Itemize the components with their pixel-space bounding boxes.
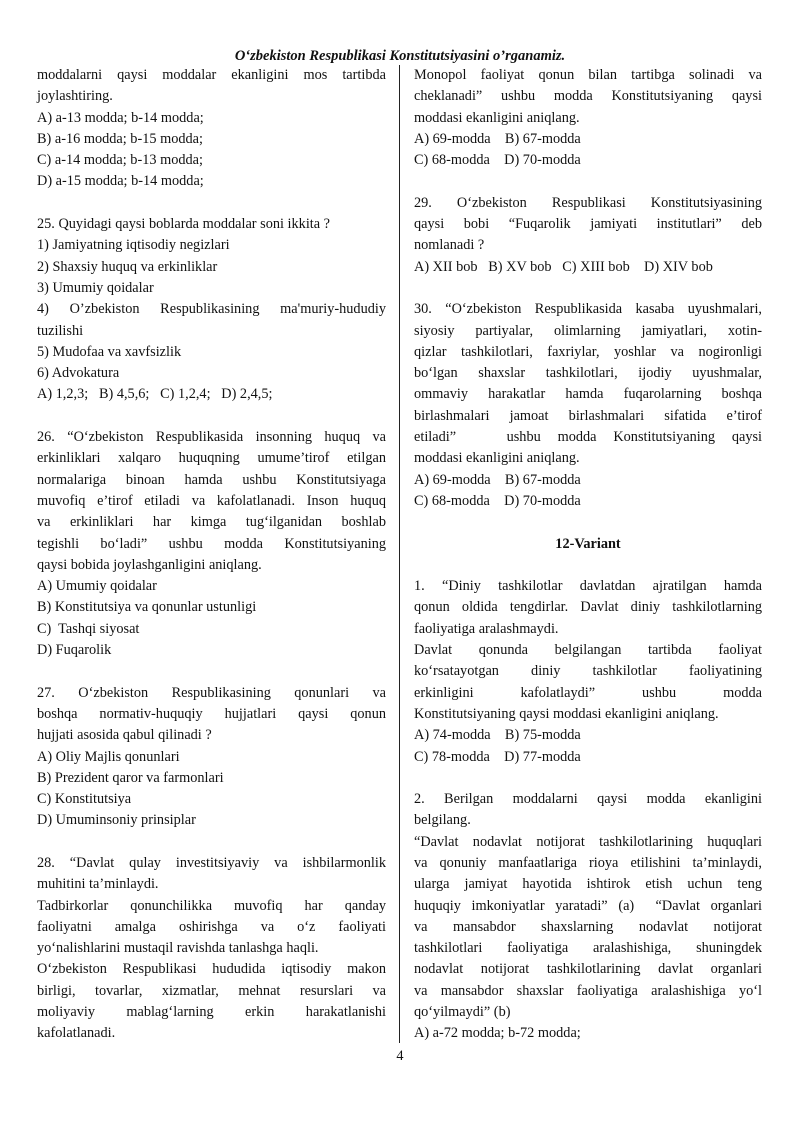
question-28 (37, 853, 386, 1045)
question-text-line: nomlanadi ? (414, 237, 485, 254)
question-text-line: faoliyatiga aralashmaydi. (414, 620, 559, 637)
question-text-line: va mansabdor shaxslarning nodavlat notijorat (414, 918, 762, 935)
question-text-line: yo‘nalishlarini mustaqil ravishda tanlashga haqli. (37, 940, 319, 957)
answer-options-row: A) 69-modda B) 67-modda (414, 471, 581, 488)
answer-options-row: C) 78-modda D) 77-modda (414, 748, 581, 765)
question-text-line: muvofiq e’tirof etiladi va kafolatlanadi. Inson huquq (37, 492, 386, 509)
question-text-line: qaysi bobi “Fuqarolik jamiyati institutlari” deb (414, 216, 762, 233)
question-26 (37, 427, 386, 661)
question-text-line: 28. “Davlat qulay investitsiyaviy va ishbilarmonlik (37, 854, 386, 871)
question-text-line: “Davlat nodavlat notijorat tashkilotlarining huquqlari (414, 833, 762, 850)
question-text-line: boshqa normativ-huquqiy hujjatlari qaysi qonun (37, 705, 386, 722)
answer-option: D) a-15 modda; b-14 modda; (37, 173, 204, 190)
question-text-line: Tadbirkorlar qonunchilikka muvofiq har qanday (37, 897, 386, 914)
answer-options: A) 1,2,3; B) 4,5,6; C) 1,2,4; D) 2,4,5; (37, 386, 273, 403)
question-text-line: va erkinliklari har kimga tug‘ilganidan boshlab (37, 514, 386, 531)
list-item: 3) Umumiy qoidalar (37, 279, 154, 296)
question-text-line: 2. Berilgan moddalarni qaysi modda ekanligini (414, 791, 762, 808)
answer-options: A) XII bob B) XV bob C) XIII bob D) XIV bob (414, 258, 713, 275)
answer-option: C) a-14 modda; b-13 modda; (37, 152, 203, 169)
left-column (37, 65, 386, 1045)
list-item: 5) Mudofaa va xavfsizlik (37, 343, 182, 360)
list-item: 1) Jamiyatning iqtisodiy negizlari (37, 237, 230, 254)
question-29 (414, 193, 762, 278)
page-number: 4 (396, 1048, 404, 1064)
question-text-line: normalariga binoan hamda ushbu Konstitutsiyaga (37, 471, 386, 488)
answer-option: D) Fuqarolik (37, 642, 112, 659)
question-text-line: va mansabdor shaxslar faoliyatiga aralashishiga yo‘l (414, 982, 762, 999)
question-text-line: qizlar tashkilotlari, faxriylar, yoshlar va nogironligi (414, 343, 762, 360)
answer-options-row: C) 68-modda D) 70-modda (414, 492, 581, 509)
answer-options-row: A) 74-modda B) 75-modda (414, 727, 581, 744)
question-27 (37, 683, 386, 832)
question-text-line: huquqiy imkoniyatlar yaratadi” (a) “Davlat organlari (414, 897, 762, 914)
question-text-line: bo‘lgan shaxslar tashkilotlari, ijodiy uyushmalar, (414, 365, 762, 382)
question-text-line: belgilang. (414, 812, 471, 829)
question-text-line: qonun oldida tengdirlar. Davlat diniy tashkilotlarning (414, 599, 762, 616)
page-header-title: O‘zbekiston Respublikasi Konstitutsiyasini o’rganamiz. (234, 48, 566, 64)
question-text-line: siyosiy partiyalar, olimlarning jamiyatlari, xotin- (414, 322, 762, 339)
question-text-line: nodavlat notijorat tashkilotlarining davlat organlari (414, 961, 762, 978)
question-24-tail (37, 65, 386, 193)
variant-heading: 12-Variant (555, 535, 621, 552)
question-text-line: etiladi” ushbu modda Konstitutsiyaning qaysi (414, 429, 762, 446)
answer-option: C) Tashqi siyosat (37, 620, 140, 637)
question-text-line: tashkilotlari faoliyatiga aralashishiga, shuningdek (414, 940, 762, 957)
question-text-line: 30. “O‘zbekiston Respublikasida kasaba uyushmalari, (414, 301, 762, 318)
question-text-line: O‘zbekiston Respublikasi hududida iqtisodiy makon (37, 961, 386, 978)
variant-question-2 (414, 789, 762, 1045)
answer-option: B) Prezident qaror va farmonlari (37, 769, 224, 786)
column-divider (399, 65, 400, 1043)
question-text-line: joylashtiring. (37, 88, 113, 105)
answer-option: C) Konstitutsiya (37, 791, 132, 808)
answer-option: A) a-13 modda; b-14 modda; (37, 109, 204, 126)
question-text-line: qo‘yilmaydi” (b) (414, 1004, 511, 1021)
answer-options-row: A) 69-modda B) 67-modda (414, 130, 581, 147)
question-text-line: faoliyatni amalga oshirishga va o‘z faoliyati (37, 918, 386, 935)
list-item: 2) Shaxsiy huquq va erkinliklar (37, 258, 218, 275)
question-text-line: hujjati asosida qabul qilinadi ? (37, 727, 212, 744)
answer-options-row: C) 68-modda D) 70-modda (414, 152, 581, 169)
answer-option: B) a-16 modda; b-15 modda; (37, 130, 203, 147)
list-item: 6) Advokatura (37, 365, 120, 382)
variant-question-1 (414, 576, 762, 768)
answer-option: A) Oliy Majlis qonunlari (37, 748, 180, 765)
list-item-continuation: tuzilishi (37, 322, 84, 339)
question-text-line: 26. “O‘zbekiston Respublikasida insonning huquq va (37, 429, 386, 446)
list-item: 4) O’zbekiston Respublikasining ma'muriy-hududiy (37, 301, 386, 318)
question-text: 25. Quyidagi qaysi boblarda moddalar soni ikkita ? (37, 216, 331, 233)
question-text-line: erkinligini kafolatlaydi” ushbu modda (414, 684, 762, 701)
question-text-line: Konstitutsiyaning qaysi moddasi ekanligini aniqlang. (414, 705, 719, 722)
question-text-line: moliyaviy mablag‘larning erkin harakatlanishi (37, 1004, 386, 1021)
question-text-line: cheklanadi” ushbu modda Konstitutsiyaning qaysi (414, 88, 762, 105)
question-text-line: moddasi ekanligini aniqlang. (414, 109, 580, 126)
question-text-line: birligi, tovarlar, xizmatlar, mehnat resurslari va (37, 982, 386, 999)
question-text-line: moddalarni qaysi moddalar ekanligini mos tartibda (37, 67, 386, 83)
question-text-line: Monopol faoliyat qonun bilan tartibga solinadi va (414, 67, 762, 83)
question-text-line: kafolatlanadi. (37, 1025, 116, 1042)
question-text-line: ommaviy harakatlar hamda fuqarolarning boshqa (414, 386, 762, 403)
question-text-line: 27. O‘zbekiston Respublikasining qonunlari va (37, 684, 386, 701)
question-text-line: erkinliklari xalqaro huquqning umume’tirof etilgan (37, 450, 386, 467)
question-text-line: qaysi bobida joylashganligini aniqlang. (37, 556, 262, 573)
question-text-line: 29. O‘zbekiston Respublikasi Konstitutsiyasining (414, 194, 762, 211)
answer-option: B) Konstitutsiya va qonunlar ustunligi (37, 599, 257, 616)
question-text-line: birlashmalari jamoat birlashmalari sifatida e’tirof (414, 407, 762, 424)
right-column (414, 65, 762, 1045)
question-text-line: muhitini ta’minlaydi. (37, 876, 159, 893)
question-text-line: va qonuniy manfaatlariga rioya etilishini ta’minlaydi, (414, 854, 762, 871)
answer-option: A) a-72 modda; b-72 modda; (414, 1025, 581, 1042)
question-28-continued (414, 65, 762, 171)
question-text-line: 1. “Diniy tashkilotlar davlatdan ajratilgan hamda (414, 578, 762, 595)
question-text-line: ularga jamiyat hayotida ishtirok etish uchun teng (414, 876, 762, 893)
question-30 (414, 299, 762, 512)
answer-option: A) Umumiy qoidalar (37, 578, 157, 595)
question-text-line: tegishli bo‘ladi” ushbu modda Konstitutsiyaning (37, 535, 386, 552)
question-text-line: Davlat qonunda belgilangan tartibda faoliyat (414, 642, 762, 659)
question-text-line: moddasi ekanligini aniqlang. (414, 450, 580, 467)
answer-option: D) Umuminsoniy prinsiplar (37, 812, 196, 829)
question-text-line: ko‘rsatayotgan diniy tashkilotlar faoliyatining (414, 663, 762, 680)
question-25 (37, 214, 386, 406)
